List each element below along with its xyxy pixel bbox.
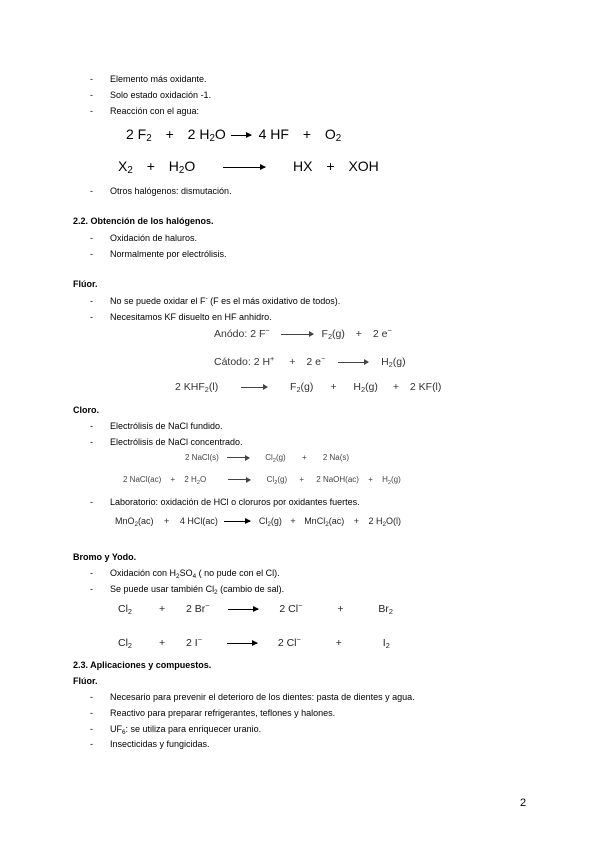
list-item: Elemento más oxidante. (110, 74, 207, 84)
bullet-dash: - (90, 497, 93, 507)
subsection-heading: Flúor. (73, 279, 98, 289)
bullet-dash: - (90, 106, 93, 116)
bullet-dash: - (90, 296, 93, 306)
reaction-arrow (228, 479, 250, 480)
equation-cl2-iodide: $Cl_2 + 2$ I− 2 $Cl^- + I_2$ (118, 635, 390, 650)
reaction-arrow (227, 643, 257, 644)
equation-halogen-water: $X_2 + H_2O$ HX + XOH (118, 158, 379, 176)
bullet-dash: - (90, 90, 93, 100)
list-item: Electrólisis de NaCl fundido. (110, 421, 223, 431)
equation-nacl-molten: 2 NaCl(s) $Cl_2(g) + 2$ Na(s) (185, 453, 350, 464)
list-item: Insecticidas y fungicidas. (110, 739, 210, 749)
bullet-dash: - (90, 708, 93, 718)
equation-fluor-water: 2 $F_2 + 2$ $H_2O$ 4 HF + $O_2$ (126, 126, 342, 144)
section-heading: 2.2. Obtención de los halógenos. (73, 216, 214, 226)
bullet-dash: - (90, 437, 93, 447)
reaction-arrow (224, 521, 250, 522)
bullet-dash: - (90, 421, 93, 431)
list-item: Se puede usar también $Cl_2$ (cambio de sal). (110, 584, 285, 596)
bullet-dash: - (90, 692, 93, 702)
section-heading: 2.3. Aplicaciones y compuestos. (73, 660, 212, 670)
bullet-dash: - (90, 233, 93, 243)
page-number: 2 (520, 797, 527, 809)
list-item: Reacción con el agua: (110, 106, 200, 116)
list-item: Solo estado oxidación -1. (110, 90, 212, 100)
list-item: Otros halógenos: dismutación. (110, 186, 232, 196)
equation-mno2-hcl: MnO$_2$(ac) + 4 HCl(ac) $Cl_2(g)$ + MnCl$_2$(ac) + 2 $H_2O(l)$ (115, 516, 402, 528)
reaction-arrow (241, 387, 267, 388)
bullet-dash: - (90, 249, 93, 259)
bullet-dash: - (90, 724, 93, 734)
reaction-arrow (227, 457, 249, 458)
reaction-arrow (281, 334, 313, 335)
list-item: Necesario para prevenir el deterioro de los dientes: pasta de dientes y agua. (110, 692, 415, 702)
reaction-arrow (223, 167, 265, 168)
subsection-heading: Cloro. (73, 405, 99, 415)
bullet-dash: - (90, 584, 93, 594)
list-item: Normalmente por electrólisis. (110, 249, 227, 259)
list-item: Reactivo para preparar refrigerantes, teflones y halones. (110, 708, 336, 718)
list-item: No se puede oxidar el F- (F es el más oxidativo de todos). (110, 295, 341, 306)
list-item: Oxidación con $H_2SO_4$ ( no pude con el Cl). (110, 568, 280, 580)
list-item: Necesitamos KF disuelto en HF anhidro. (110, 312, 272, 322)
bullet-dash: - (90, 568, 93, 578)
bullet-dash: - (90, 312, 93, 322)
equation-fluor-global: 2 $KHF_2(l) F_2(g) + H_2(g) + 2$ KF(l) (175, 381, 442, 394)
subsection-heading: Bromo y Yodo. (73, 552, 137, 562)
equation-anode: Anódo: 2 F− $F_2(g) + 2$ e− (214, 326, 392, 341)
equation-cathode: Cátodo: 2 H+ + 2 e− $H_2(g)$ (214, 354, 406, 369)
bullet-dash: - (90, 739, 93, 749)
list-item: Laboratorio: oxidación de HCl o cloruros por oxidantes fuertes. (110, 497, 360, 507)
equation-nacl-aqueous: 2 NaCl(ac) + 2 $H_2O$ $Cl_2(g) + 2$ NaOH(ac) + $H_2(g)$ (123, 475, 401, 486)
bullet-dash: - (90, 186, 93, 196)
bullet-dash: - (90, 74, 93, 84)
reaction-arrow (228, 609, 258, 610)
reaction-arrow (338, 362, 368, 363)
list-item: $UF_6$: se utiliza para enriquecer uranio. (110, 724, 262, 736)
list-item: Oxidación de haluros. (110, 233, 198, 243)
list-item: Electrólisis de NaCl concentrado. (110, 437, 243, 447)
equation-cl2-bromide: $Cl_2 + 2$ Br− 2 $Cl^- + Br_2$ (118, 601, 393, 616)
subsection-heading: Flúor. (73, 676, 98, 686)
reaction-arrow (231, 135, 251, 136)
